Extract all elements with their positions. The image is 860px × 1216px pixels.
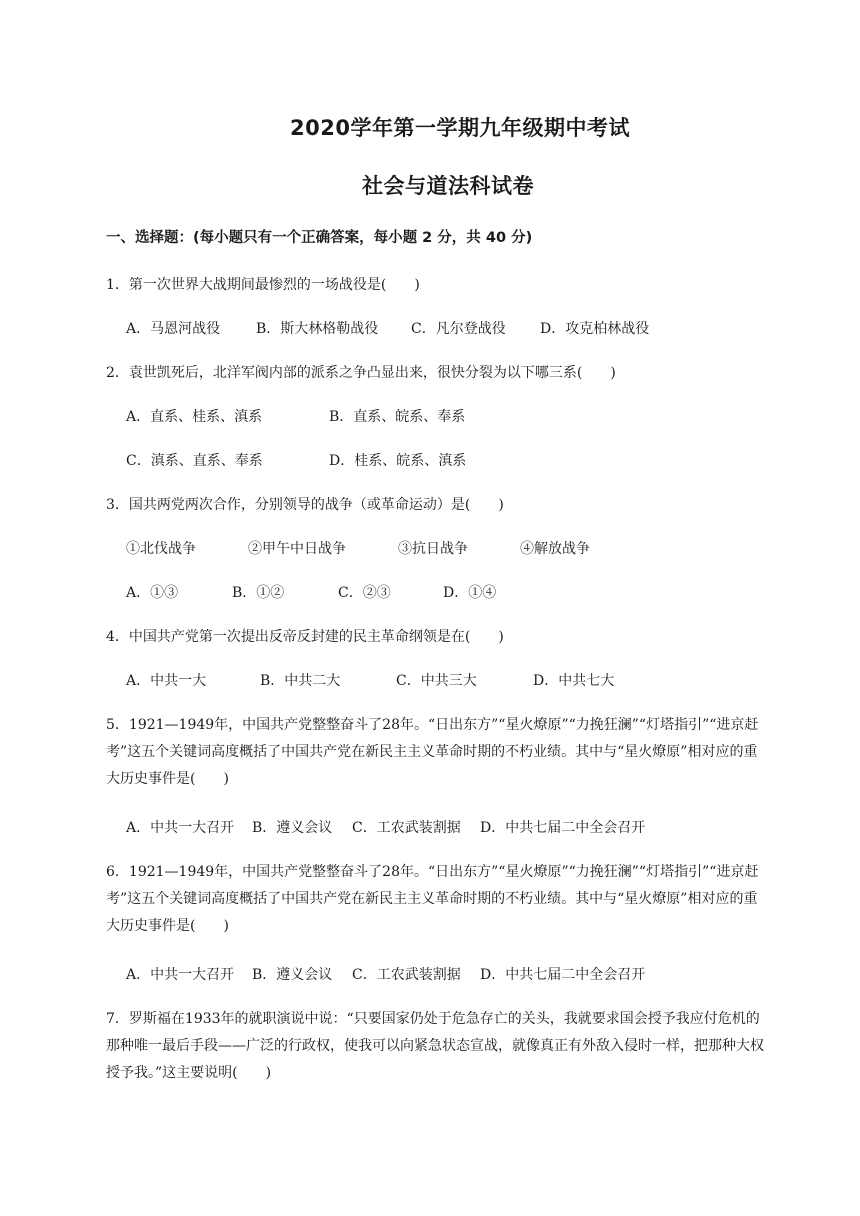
option-a[interactable]: A．马恩河战役 — [126, 321, 221, 337]
item-3: ③抗日战争 — [398, 541, 468, 557]
option-b[interactable]: B．直系、皖系、奉系 — [329, 409, 466, 425]
option-c[interactable]: C．工农武装割据 — [352, 820, 461, 836]
option-d[interactable]: D．中共七大 — [533, 673, 615, 689]
question-text: 中国共产党第一次提出反帝反封建的民主革命纲领是在( ) — [128, 629, 504, 645]
item-2: ②甲午中日战争 — [248, 541, 346, 557]
question-3: 3．国共两党两次合作，分别领导的战争（或革命运动）是( ) — [106, 497, 504, 513]
option-c[interactable]: C．中共三大 — [396, 673, 477, 689]
option-a[interactable]: A．①③ — [126, 585, 179, 601]
option-d[interactable]: D．中共七届二中全会召开 — [480, 967, 646, 983]
option-d[interactable]: D．攻克柏林战役 — [540, 321, 650, 337]
option-d[interactable]: D．①④ — [443, 585, 497, 601]
question-text: 国共两党两次合作，分别领导的战争（或革命运动）是( ) — [128, 497, 504, 513]
option-b[interactable]: B．遵义会议 — [252, 820, 333, 836]
option-b[interactable]: B．斯大林格勒战役 — [256, 321, 379, 337]
question-5: 5．1921—1949年，中国共产党整整奋斗了28年。“日出东方”“星火燎原”“力挽狂澜”“灯塔指引”“进京赶考”这五个关键词高度概括了中国共产党在新民主主义革命时期的不朽业绩。其中与“星火燎原”相对应的重大历史事件是( ) — [106, 717, 759, 787]
question-4: 4．中国共产党第一次提出反帝反封建的民主革命纲领是在( ) — [106, 629, 504, 645]
option-a[interactable]: A．直系、桂系、滇系 — [126, 409, 263, 425]
option-d[interactable]: D．桂系、皖系、滇系 — [329, 453, 467, 469]
option-a[interactable]: A．中共一大 — [126, 673, 207, 689]
question-text: 袁世凯死后，北洋军阀内部的派系之争凸显出来，很快分裂为以下哪三系( ) — [128, 365, 616, 381]
exam-title: 2020学年第一学期九年级期中考试 — [290, 116, 630, 140]
option-b[interactable]: B．①② — [232, 585, 285, 601]
option-a[interactable]: A．中共一大召开 — [126, 967, 235, 983]
question-2: 2．袁世凯死后，北洋军阀内部的派系之争凸显出来，很快分裂为以下哪三系( ) — [106, 365, 616, 381]
option-b[interactable]: B．遵义会议 — [252, 967, 333, 983]
item-4: ④解放战争 — [520, 541, 590, 557]
question-1: 1．第一次世界大战期间最惨烈的一场战役是( ) — [106, 277, 420, 293]
item-1: ①北伐战争 — [126, 541, 196, 557]
question-text: 第一次世界大战期间最惨烈的一场战役是( ) — [128, 277, 420, 293]
exam-subtitle: 社会与道法科试卷 — [362, 174, 534, 198]
question-text: 罗斯福在1933年的就职演说中说：“只要国家仍处于危急存亡的关头，我就要求国会授予我应付危机的那种唯一最后手段——广泛的行政权，使我可以向紧急状态宣战，就像真正有外敌入侵时一样，把那种大权授予我。”这主要说明( ) — [106, 1011, 764, 1081]
option-a[interactable]: A．中共一大召开 — [126, 820, 235, 836]
option-c[interactable]: C．②③ — [338, 585, 391, 601]
option-c[interactable]: C．滇系、直系、奉系 — [126, 453, 263, 469]
option-c[interactable]: C．工农武装割据 — [352, 967, 461, 983]
option-c[interactable]: C．凡尔登战役 — [411, 321, 506, 337]
question-6: 6．1921—1949年，中国共产党整整奋斗了28年。“日出东方”“星火燎原”“力挽狂澜”“灯塔指引”“进京赶考”这五个关键词高度概括了中国共产党在新民主主义革命时期的不朽业绩。其中与“星火燎原”相对应的重大历史事件是( ) — [106, 864, 759, 934]
question-text: 1921—1949年，中国共产党整整奋斗了28年。“日出东方”“星火燎原”“力挽狂澜”“灯塔指引”“进京赶考”这五个关键词高度概括了中国共产党在新民主主义革命时期的不朽业绩。其中与“星火燎原”相对应的重大历史事件是( ) — [106, 864, 759, 934]
option-b[interactable]: B．中共二大 — [260, 673, 341, 689]
question-text: 1921—1949年，中国共产党整整奋斗了28年。“日出东方”“星火燎原”“力挽狂澜”“灯塔指引”“进京赶考”这五个关键词高度概括了中国共产党在新民主主义革命时期的不朽业绩。其中与“星火燎原”相对应的重大历史事件是( ) — [106, 717, 759, 787]
section-heading: 一、选择题：(每小题只有一个正确答案，每小题 2 分，共 40 分) — [106, 230, 533, 246]
option-d[interactable]: D．中共七届二中全会召开 — [480, 820, 646, 836]
question-7: 7．罗斯福在1933年的就职演说中说：“只要国家仍处于危急存亡的关头，我就要求国会授予我应付危机的那种唯一最后手段——广泛的行政权，使我可以向紧急状态宣战，就像真正有外敌入侵时一样，把那种大权授予我。”这主要说明( ) — [106, 1011, 764, 1081]
